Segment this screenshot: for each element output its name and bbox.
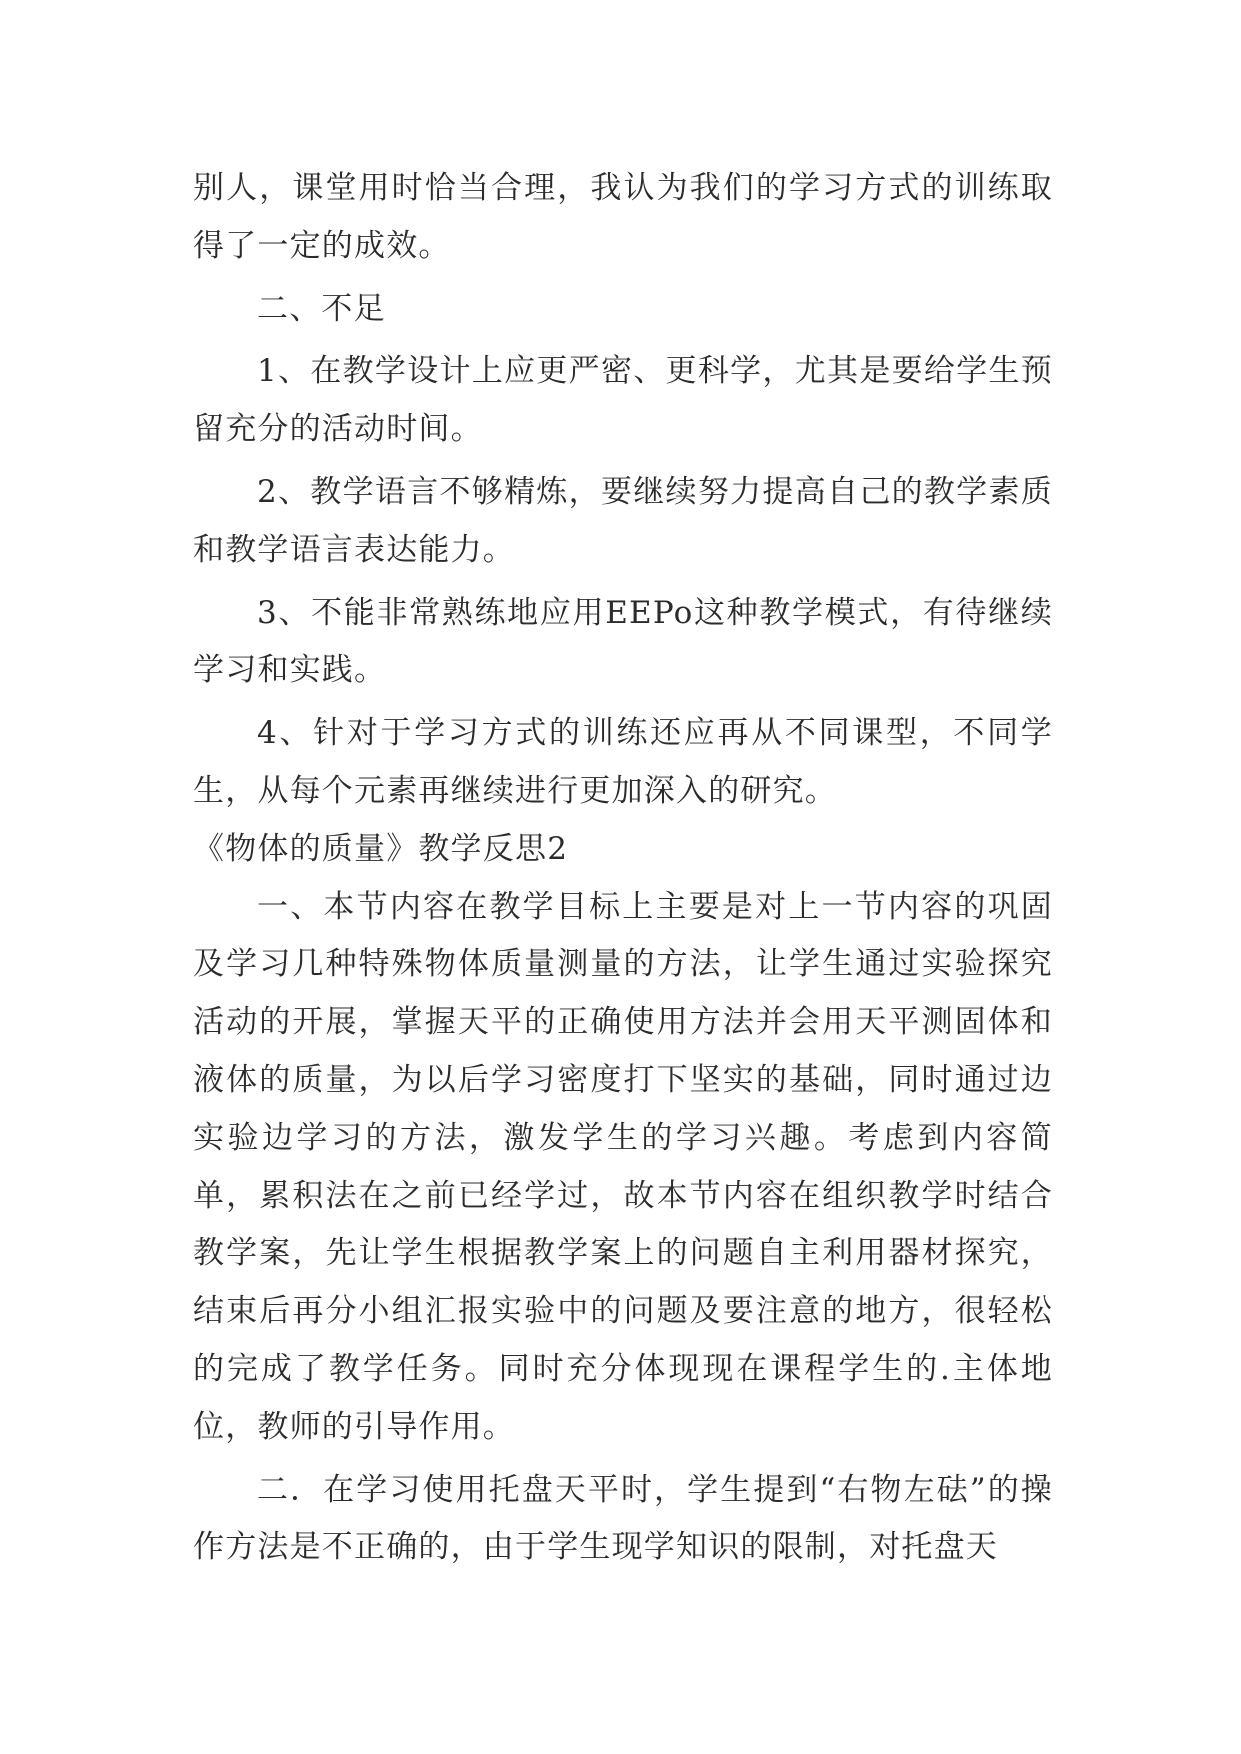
list-item-3: 3、不能非常熟练地应用EEPo这种教学模式，有待继续学习和实践。 <box>193 594 1053 689</box>
paragraph-point-two: 二．在学习使用托盘天平时，学生提到“右物左砝”的操作方法是不正确的，由于学生现学知识的限制，对托盘天 <box>193 1471 1053 1566</box>
section-heading-shortcomings: 二、不足 <box>257 290 386 327</box>
paragraph-point-one: 一、本节内容在教学目标上主要是对上一节内容的巩固及学习几种特殊物体质量测量的方法，让学生通过实验探究活动的开展，掌握天平的正确使用方法并会用天平测固体和液体的质量，为以后学习密度打下坚实的基础，同时通过边实验边学习的方法，激发学生的学习兴趣。考虑到内容简单，累积法在之前已经学过，故本节内容在组织教学时结合教学案，先让学生根据教学案上的问题自主利用器材探究，结束后再分小组汇报实验中的问题及要注意的地方，很轻松的完成了教学任务。同时充分体现现在课程学生的.主体地位，教师的引导作用。 <box>193 888 1053 1445</box>
document-body <box>193 160 1053 1577</box>
list-item-2: 2、教学语言不够精炼，要继续努力提高自己的教学素质和教学语言表达能力。 <box>193 473 1053 568</box>
article-title: 《物体的质量》教学反思2 <box>193 830 569 867</box>
list-item-4: 4、针对于学习方式的训练还应再从不同课型，不同学生，从每个元素再继续进行更加深入的研究。 <box>193 715 1053 809</box>
paragraph-continuation: 别人，课堂用时恰当合理，我认为我们的学习方式的训练取得了一定的成效。 <box>193 170 1053 264</box>
list-item-1: 1、在教学设计上应更严密、更科学，尤其是要给学生预留充分的活动时间。 <box>193 353 1053 448</box>
